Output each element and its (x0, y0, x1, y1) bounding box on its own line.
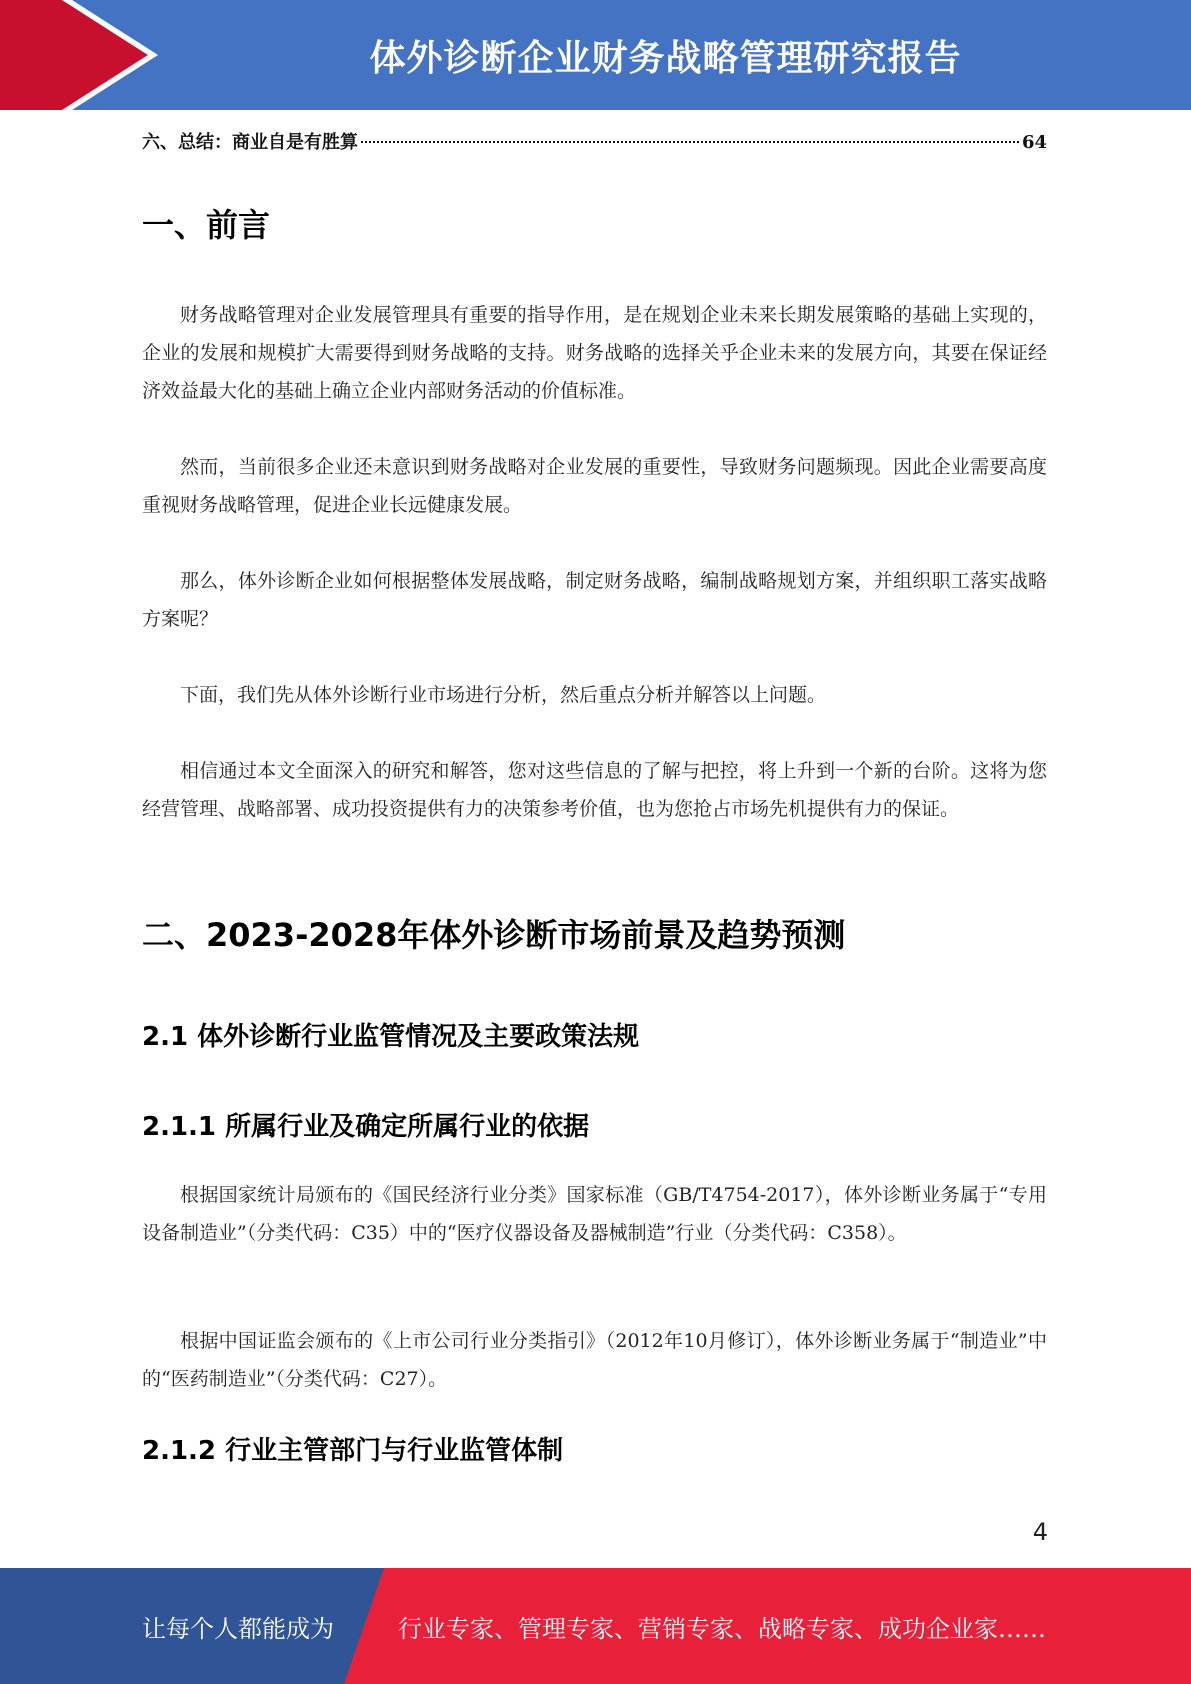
subsection-heading-2-1: 2.1 体外诊断行业监管情况及主要政策法规 (142, 1022, 640, 1052)
section-heading-intro: 一、前言 (142, 206, 271, 244)
intro-paragraph: 然而，当前很多企业还未意识到财务战略对企业发展的重要性，导致财务问题频现。因此企业需要高度重视财务战略管理，促进企业长远健康发展。 (142, 456, 1047, 516)
report-title: 体外诊断企业财务战略管理研究报告 (369, 37, 962, 79)
footer-slogan-right: 行业专家、管理专家、营销专家、战略专家、成功企业家…… (398, 1614, 1046, 1643)
section-heading-forecast: 二、2023-2028年体外诊断市场前景及趋势预测 (142, 916, 846, 954)
toc-entry-page: 64 (1021, 132, 1047, 153)
toc-entry-label: 六、总结：商业自是有胜算 (142, 132, 358, 153)
chevron-decoration (0, 0, 170, 110)
intro-paragraph: 那么，体外诊断企业如何根据整体发展战略，制定财务战略，编制战略规划方案，并组织职工落实战略方案呢？ (142, 570, 1047, 630)
toc-leader-dots (361, 141, 1019, 143)
subsection-heading-2-1-2: 2.1.2 行业主管部门与行业监管体制 (142, 1436, 564, 1466)
industry-paragraph: 根据中国证监会颁布的《上市公司行业分类指引》（2012年10月修订），体外诊断业务属于“制造业”中的“医药制造业”（分类代码：C27）。 (142, 1330, 1047, 1390)
industry-paragraph: 根据国家统计局颁布的《国民经济行业分类》国家标准（GB/T4754-2017），体外诊断业务属于“专用设备制造业”（分类代码：C35）中的“医疗仪器设备及器械制造”行业（分类代码：C358）。 (142, 1184, 1047, 1244)
intro-paragraph: 相信通过本文全面深入的研究和解答，您对这些信息的了解与把控，将上升到一个新的台阶。这将为您经营管理、战略部署、成功投资提供有力的决策参考价值，也为您抢占市场先机提供有力的保证。 (142, 760, 1047, 820)
subsection-heading-2-1-1: 2.1.1 所属行业及确定所属行业的依据 (142, 1112, 590, 1142)
intro-paragraph: 财务战略管理对企业发展管理具有重要的指导作用，是在规划企业未来长期发展策略的基础上实现的，企业的发展和规模扩大需要得到财务战略的支持。财务战略的选择关乎企业未来的发展方向，其要在保证经济效益最大化的基础上确立企业内部财务活动的价值标准。 (142, 304, 1047, 402)
page-number: 4 (1032, 1518, 1048, 1546)
toc-entry[interactable] (142, 128, 1047, 154)
page-footer (0, 1568, 1191, 1684)
page-header (0, 0, 1191, 110)
footer-slogan-left: 让每个人都能成为 (142, 1614, 334, 1643)
intro-paragraph: 下面，我们先从体外诊断行业市场进行分析，然后重点分析并解答以上问题。 (180, 684, 827, 706)
